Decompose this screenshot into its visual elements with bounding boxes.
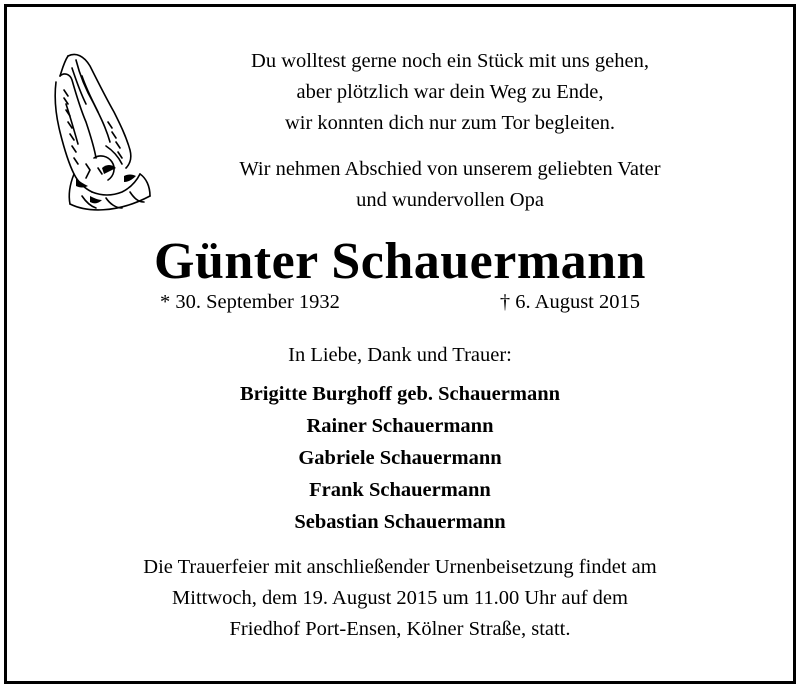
verse-line: Du wolltest gerne noch ein Stück mit uns gehen, xyxy=(251,50,649,72)
family-list xyxy=(0,378,800,538)
mourning-line: In Liebe, Dank und Trauer: xyxy=(288,344,512,366)
verse-line: wir konnten dich nur zum Tor begleiten. xyxy=(284,112,616,134)
family-member: Brigitte Burghoff geb. Schauermann xyxy=(239,383,561,405)
birth-date: * 30. September 1932 xyxy=(160,291,340,313)
farewell-intro xyxy=(170,154,730,216)
family-member: Frank Schauermann xyxy=(309,479,491,501)
family-member: Gabriele Schauermann xyxy=(298,447,502,469)
intro-line: Wir nehmen Abschied von unserem geliebten Vater xyxy=(239,158,661,180)
praying-hands-icon xyxy=(46,46,158,222)
death-date: † 6. August 2015 xyxy=(499,291,640,313)
intro-line: und wundervollen Opa xyxy=(356,189,544,211)
deceased-name: Günter Schauermann xyxy=(154,233,646,290)
family-member: Sebastian Schauermann xyxy=(294,511,506,533)
service-line: Die Trauerfeier mit anschließender Urnenbeisetzung findet am xyxy=(143,556,657,578)
family-member: Rainer Schauermann xyxy=(306,415,494,437)
funeral-service-info xyxy=(0,552,800,645)
verse-line: aber plötzlich war dein Weg zu Ende, xyxy=(296,81,604,103)
service-line: Friedhof Port-Ensen, Kölner Straße, statt. xyxy=(229,618,571,640)
service-line: Mittwoch, dem 19. August 2015 um 11.00 Uhr auf dem xyxy=(172,587,628,609)
verse-block xyxy=(170,46,730,139)
